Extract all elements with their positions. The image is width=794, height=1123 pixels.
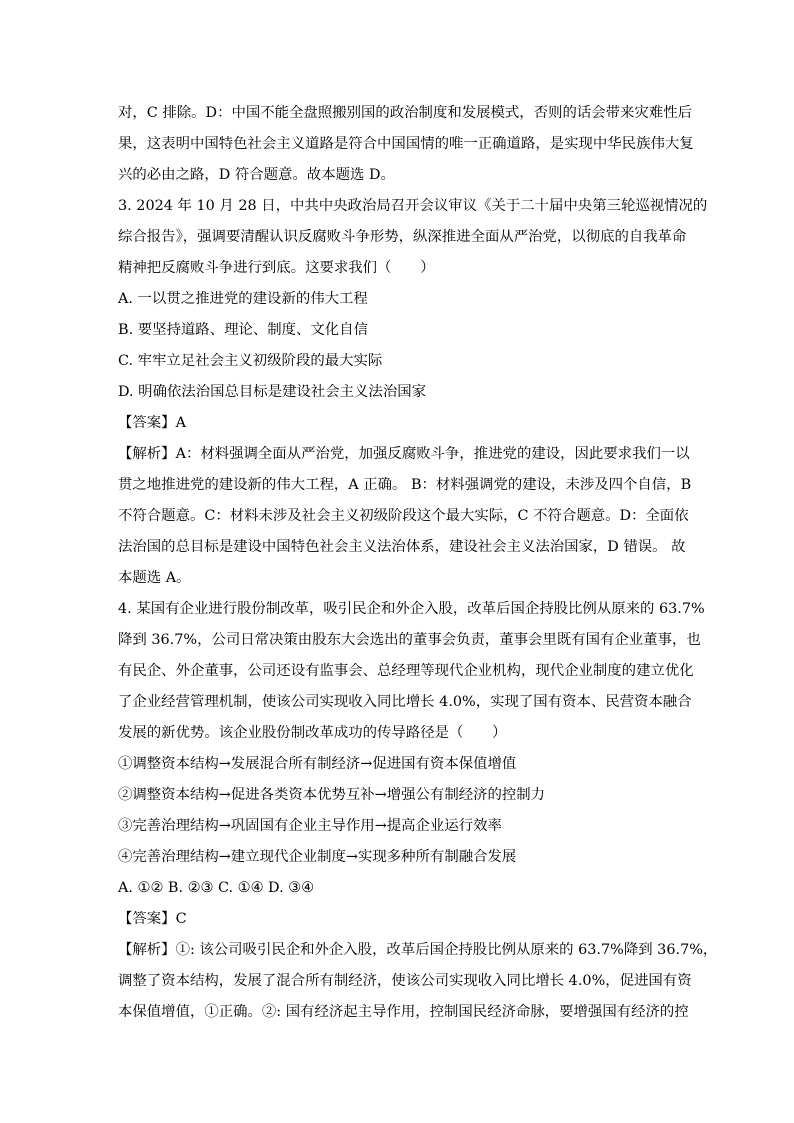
question-4-item-1: ①调整资本结构→发展混合所有制经济→促进国有资本保值增值 <box>118 756 517 772</box>
question-3-option-d: D. 明确依法治国总目标是建设社会主义法治国家 <box>118 384 426 400</box>
question-4-analysis: 本保值增值，①正确。②: 国有经济起主导作用，控制国民经济命脉，要增强国有经济的控 <box>118 1004 689 1020</box>
question-4-item-4: ④完善治理结构→建立现代企业制度→实现多种所有制融合发展 <box>118 849 517 865</box>
question-3-stem: 精神把反腐败斗争进行到底。这要求我们（ ） <box>118 260 435 276</box>
question-4-analysis: 【解析】①: 该公司吸引民企和外企入股，改革后国企持股比例从原来的 63.7%降到 36.7%， <box>118 942 718 958</box>
text-line: 果，这表明中国特色社会主义道路是符合中国国情的唯一正确道路，是实现中华民族伟大复 <box>118 136 694 152</box>
question-4-stem: 了企业经营管理机制，使该公司实现收入同比增长 4.0%，实现了国有资本、民营资本融合 <box>118 694 692 710</box>
question-3-stem: 3. 2024 年 10 月 28 日，中共中央政治局召开会议审议《关于二十届中央第三轮巡视情况的 <box>118 198 708 214</box>
question-3-option-b: B. 要坚持道路、理论、制度、文化自信 <box>118 322 368 338</box>
question-4-item-2: ②调整资本结构→促进各类资本优势互补→增强公有制经济的控制力 <box>118 787 546 803</box>
question-3-analysis: 本题选 A。 <box>118 570 191 586</box>
text-line: 兴的必由之路，D 符合题意。故本题选 D。 <box>118 167 395 183</box>
text-line: 对，C 排除。D：中国不能全盘照搬别国的政治制度和发展模式，否则的话会带来灾难性后 <box>118 105 692 121</box>
question-4-options: A. ①② B. ②③ C. ①④ D. ③④ <box>118 880 315 896</box>
question-3-analysis: 【解析】A：材料强调全面从严治党，加强反腐败斗争，推进党的建设，因此要求我们一以 <box>118 446 690 462</box>
question-4-stem: 有民企、外企董事，公司还设有监事会、总经理等现代企业机构，现代企业制度的建立优化 <box>118 663 694 679</box>
question-3-analysis: 不符合题意。C：材料未涉及社会主义初级阶段这个最大实际，C 不符合题意。D：全面依 <box>118 508 689 524</box>
question-4-stem: 4. 某国有企业进行股份制改革，吸引民企和外企入股，改革后国企持股比例从原来的 63.7% <box>118 601 705 617</box>
question-3-analysis: 法治国的总目标是建设中国特色社会主义法治体系，建设社会主义法治国家，D 错误。 故 <box>118 539 686 555</box>
question-3-answer: 【答案】A <box>118 415 186 431</box>
question-3-stem: 综合报告》，强调要清醒认识反腐败斗争形势，纵深推进全面从严治党，以彻底的自我革命 <box>118 229 687 245</box>
question-3-option-c: C. 牢牢立足社会主义初级阶段的最大实际 <box>118 353 383 369</box>
question-4-stem: 发展的新优势。该企业股份制改革成功的传导路径是（ ） <box>118 725 507 741</box>
question-3-analysis: 贯之地推进党的建设新的伟大工程，A 正确。 B：材料强调党的建设，未涉及四个自信，B <box>118 477 692 493</box>
document-body <box>118 98 718 1028</box>
question-4-item-3: ③完善治理结构→巩固国有企业主导作用→提高企业运行效率 <box>118 818 502 834</box>
question-3-option-a: A. 一以贯之推进党的建设新的伟大工程 <box>118 291 368 307</box>
question-4-analysis: 调整了资本结构，发展了混合所有制经济，使该公司实现收入同比增长 4.0%，促进国有资 <box>118 973 692 989</box>
question-4-answer: 【答案】C <box>118 911 187 927</box>
question-4-stem: 降到 36.7%，公司日常决策由股东大会选出的董事会负责，董事会里既有国有企业董事，也 <box>118 632 701 648</box>
